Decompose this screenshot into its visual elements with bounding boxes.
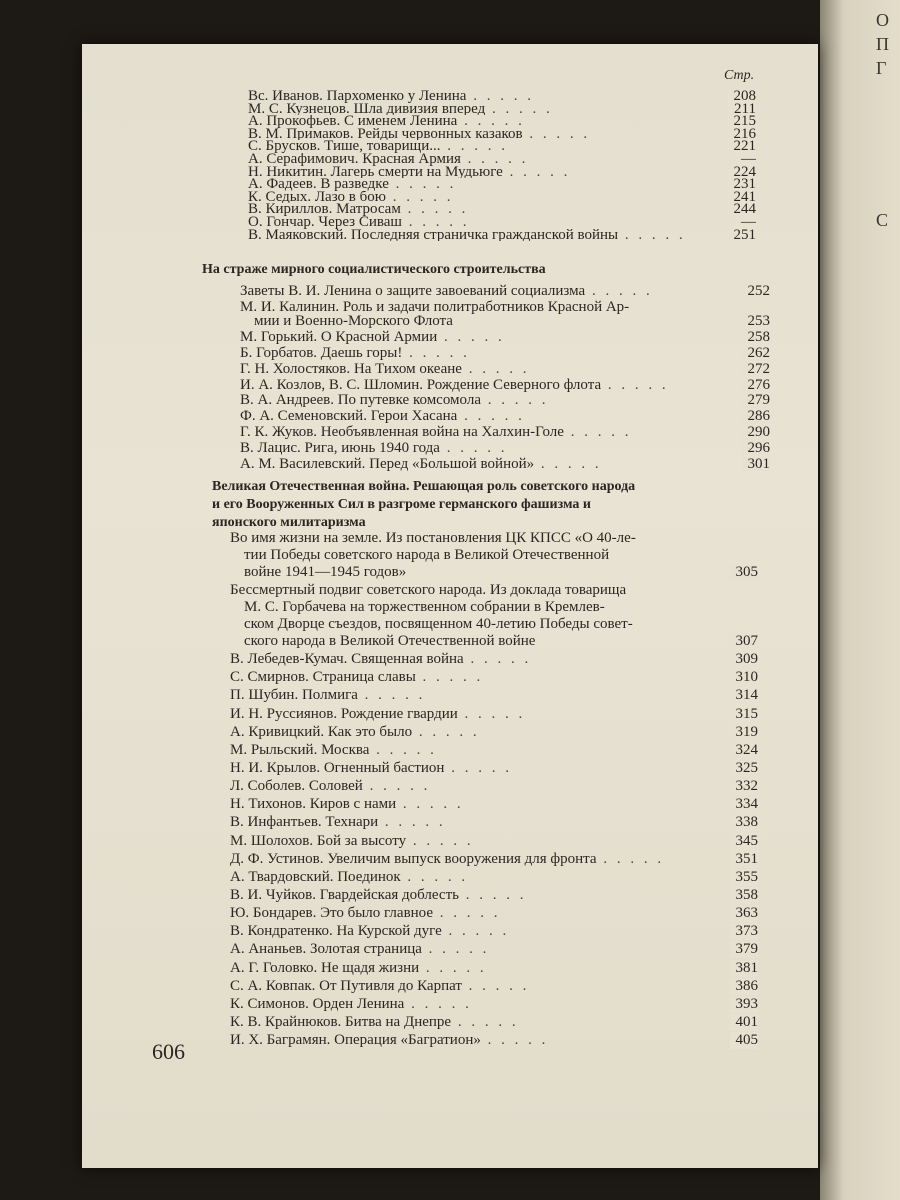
adjacent-page-text [876,8,900,230]
toc-entry [230,941,758,958]
toc-entry [230,1014,758,1031]
toc-entry [248,178,756,191]
toc-entry-title-line: М. С. Горбачева на торжественном собрании в Кремлев- [244,599,605,615]
leader-dots: . . . . . [406,832,474,849]
toc-entry [248,216,756,229]
toc-entry-page: 305 [730,564,759,581]
toc-entry-title-line: С. Брусков. Тише, товарищи... [248,140,441,153]
leader-dots: . . . . . [357,687,426,704]
toc-entry-page: 386 [730,978,759,995]
section-heading-line: Великая Отечественная война. Решающая роль советского народа [212,479,636,494]
toc-entry [230,724,758,741]
toc-entry-page: 272 [742,362,771,377]
toc-entry [230,582,758,650]
toc-entry-title-line: М. И. Калинин. Роль и задачи политработников Красной Ар- [240,298,630,315]
toc-entry-page: 216 [728,128,757,141]
toc-entry [230,814,758,831]
toc-entry-title-line: Бессмертный подвиг советского народа. Из доклада товарища [230,582,627,599]
leader-dots: . . . . . [441,923,510,940]
toc-entry-title-line: Н. Никитин. Лагерь смерти на Мудьюге [248,165,503,179]
leader-dots: . . . . . [385,190,454,204]
leader-dots: . . . . . [433,905,501,922]
toc-entry-title-line: В. А. Андреев. По путевке комсомола [240,393,481,408]
toc-entry [230,905,758,922]
toc-entry [248,153,756,166]
toc-entry-page: 208 [728,90,757,103]
leader-dots: . . . . . [457,115,525,128]
toc-entry-page: 253 [742,314,771,329]
leader-dots: . . . . . [601,377,669,393]
toc-entry-title-line: Д. Ф. Устинов. Увеличим выпуск вооружения для фронта [230,850,597,867]
toc-entry-title-line: Ф. А. Семеновский. Герои Хасана [240,409,458,424]
toc-entry-title-line: А. Серафимович. Красная Армия [248,153,461,166]
toc-entry-page: 334 [730,796,759,813]
adjacent-letter: Г [876,58,887,78]
leader-dots: . . . . . [461,977,530,994]
leader-dots: . . . . . [439,440,508,456]
toc-entry [230,996,758,1013]
toc-entry [240,284,770,299]
toc-entry-title-line: К. Седых. Лазо в бою [248,190,386,204]
adjacent-letter: С [876,210,889,230]
toc-entry-title-line: Л. Соболев. Соловей [230,778,363,795]
leader-dots: . . . . . [481,393,549,408]
toc-entry-page: 314 [730,687,759,704]
leader-dots: . . . . . [466,90,534,103]
toc-entry [248,203,756,216]
toc-entry-page: 310 [730,669,759,686]
section-heading [212,478,635,532]
leader-dots: . . . . . [402,346,470,361]
toc-entry [240,362,770,377]
toc-entry [240,393,770,408]
toc-entry-page: 405 [730,1032,759,1049]
pages-column-label: Стр. [724,68,755,83]
toc-entry-page: 393 [730,996,759,1013]
toc-entry-title-line: В. И. Чуйков. Гвардейская доблесть [230,887,459,903]
toc-entry-page: 258 [742,330,771,345]
toc-entry-title-line: И. А. Козлов, В. С. Шломин. Рождение Северного флота [240,377,602,393]
toc-entry-title-line: М. Горький. О Красной Армии [240,330,438,345]
leader-dots: . . . . . [457,705,526,722]
toc-entry-page: — [735,216,756,229]
page-number: 606 [152,1039,185,1064]
toc-entry-page: 338 [730,814,759,831]
leader-dots: . . . . . [388,178,457,191]
toc-entry [230,760,758,777]
toc-entry [240,346,770,361]
section-heading-line: японского милитаризма [212,515,366,530]
leader-dots: . . . . . [451,1014,519,1031]
toc-entry [230,669,758,686]
leader-dots: . . . . . [463,651,532,668]
toc-entry-title-line: С. А. Ковпак. От Путивля до Карпат [230,977,462,994]
toc-entry-page: 381 [730,960,759,977]
toc-entry-title-line: Б. Горбатов. Даешь горы! [240,346,403,361]
leader-dots: . . . . . [400,868,469,885]
toc-entry-title-line: Н. И. Крылов. Огненный бастион [230,759,445,776]
toc-entry-page: 345 [730,833,759,850]
toc-entry-title-line: М. Рыльский. Москва [230,741,370,758]
toc-entry-page: 296 [742,441,771,456]
contents-page [82,44,818,1168]
toc-entry-title-line: И. Н. Руссиянов. Рождение гвардии [230,705,458,722]
adjacent-letter: О [876,10,889,30]
toc-entry [248,140,756,153]
toc-entry [248,128,756,141]
toc-entry [240,425,770,440]
toc-entry-title-line: Г. Н. Холостяков. На Тихом океане [240,361,462,377]
toc-entry-page: 290 [742,425,771,440]
leader-dots: . . . . . [480,1032,549,1049]
leader-dots: . . . . . [502,165,571,179]
toc-entry-page: 231 [728,178,757,191]
toc-entry-title-line: В. М. Примаков. Рейды червонных казаков [248,127,523,141]
toc-entry-title-line: тии Победы советского народа в Великой Отечественной [244,546,610,563]
toc-entry-page: 355 [730,869,759,886]
toc-entry [240,330,770,345]
toc-entry-page: 307 [730,633,759,650]
toc-entry [230,851,758,868]
toc-entry [230,796,758,813]
toc-entry-page: 241 [728,191,757,204]
toc-entry [230,706,758,723]
toc-entry-page: 315 [730,706,759,723]
toc-entry-title-line: М. С. Кузнецов. Шла дивизия вперед [248,102,486,116]
toc-entry-title-line: Ю. Бондарев. Это было главное [230,905,434,922]
toc-entry-title-line: И. Х. Баграмян. Операция «Багратион» [230,1032,481,1049]
leader-dots: . . . . . [461,361,530,377]
leader-dots: . . . . . [563,425,632,440]
toc-entry [230,530,758,581]
section-heading [202,261,546,279]
toc-entry [230,687,758,704]
toc-entry-page: 252 [742,284,771,299]
toc-entry [240,441,770,456]
toc-entry-page: 379 [730,941,759,958]
toc-entry-page: 358 [730,887,759,904]
leader-dots: . . . . . [404,995,472,1012]
leader-dots: . . . . . [415,669,484,686]
toc-entry [230,960,758,977]
toc-entry-title-line: Н. Тихонов. Киров с нами [230,796,397,813]
toc-entry [230,923,758,940]
toc-entry-title-line: Г. К. Жуков. Необъявленная война на Халхин-Голе [240,425,564,440]
leader-dots: . . . . . [444,759,512,776]
toc-entry-page: 351 [730,851,759,868]
toc-entry-page: 401 [730,1014,759,1031]
toc-entry-page: 244 [728,203,757,216]
toc-entry-title-line: мии и Военно-Морского Флота [254,313,453,330]
toc-entry [230,742,758,759]
section-heading-line: и его Вооруженных Сил в разгроме германского фашизма и [212,497,591,512]
toc-entry-title-line: В. Лебедев-Кумач. Священная война [230,651,464,668]
toc-entry-title-line: В. Инфантьев. Технари [230,814,379,831]
leader-dots: . . . . . [460,153,529,166]
toc-entry-page: 363 [730,905,759,922]
toc-entry-title-line: В. Кириллов. Матросам [248,203,401,216]
toc-entry [240,300,770,329]
leader-dots: . . . . . [400,203,469,216]
leader-dots: . . . . . [458,887,527,903]
toc-entry-title-line: М. Шолохов. Бой за высоту [230,832,407,849]
toc-entry-title-line: С. Смирнов. Страница славы [230,669,416,686]
leader-dots: . . . . . [437,330,505,345]
adjacent-letter: П [876,34,889,54]
toc-entry-title-line: В. Маяковский. Последняя страничка гражданской войны [248,228,619,242]
toc-entry-title-line: О. Гончар. Через Сиваш [248,216,402,229]
leader-dots: . . . . . [534,456,602,472]
toc-entry [230,833,758,850]
toc-entry [248,115,756,128]
leader-dots: . . . . . [585,284,653,299]
toc-entry [230,978,758,995]
toc-entry [230,869,758,886]
toc-entry-title-line: Во имя жизни на земле. Из постановления ЦК КПСС «О 40-ле- [230,530,636,546]
toc-entry [240,378,770,393]
toc-entry-title-line: ского народа в Великой Отечественной войне [244,632,536,649]
leader-dots: . . . . . [440,140,508,153]
toc-entry [248,166,756,179]
toc-entry-page: 286 [742,409,771,424]
toc-entry-title-line: Заветы В. И. Ленина о защите завоеваний социализма [240,284,586,299]
toc-entry-title-line: К. В. Крайнюков. Битва на Днепре [230,1014,452,1031]
toc-entry-page: 215 [728,115,757,128]
toc-entry-page: 251 [728,229,757,242]
toc-entry [248,191,756,204]
toc-entry-page: — [735,153,756,166]
leader-dots: . . . . . [419,959,487,976]
toc-entry-title-line: К. Симонов. Орден Ленина [230,995,405,1012]
toc-entry-page: 373 [730,923,759,940]
toc-entry-page: 324 [730,742,759,759]
toc-entry-title-line: А. Ананьев. Золотая страница [230,941,422,958]
toc-entry-title-line: В. Кондратенко. На Курской дуге [230,923,442,940]
toc-entry-title-line: войне 1941—1945 годов» [244,563,407,580]
leader-dots: . . . . . [421,941,490,958]
toc-entry [230,778,758,795]
toc-entry [240,409,770,424]
toc-entry [248,229,756,242]
toc-entry-title-line: А. Кривицкий. Как это было [230,723,413,740]
toc-entry-page: 319 [730,724,759,741]
toc-entry-title-line: В. Лацис. Рига, июнь 1940 года [240,440,440,456]
toc-entry-title-line: А. Г. Головко. Не щадя жизни [230,959,420,976]
leader-dots: . . . . . [618,228,686,242]
toc-entry-title-line: Вс. Иванов. Пархоменко у Ленина [248,90,467,103]
leader-dots: . . . . . [457,409,525,424]
leader-dots: . . . . . [396,796,464,813]
toc-entry [240,457,770,472]
leader-dots: . . . . . [362,778,431,795]
toc-entry-page: 325 [730,760,759,777]
toc-entry-page: 211 [728,103,756,116]
toc-entry-title-line: А. Фадеев. В разведке [248,178,389,191]
toc-entry-title-line: П. Шубин. Полмига [230,687,358,704]
toc-entry-title-line: А. Твардовский. Поединок [230,868,401,885]
toc-entry [230,1032,758,1049]
leader-dots: . . . . . [596,850,665,867]
toc-entry-page: 224 [728,166,757,179]
toc-entry-page: 262 [742,346,771,361]
toc-entry-page: 332 [730,778,759,795]
leader-dots: . . . . . [401,216,470,229]
leader-dots: . . . . . [369,741,437,758]
toc-entry-page: 221 [728,140,757,153]
section-heading-line: На страже мирного социалистического строительства [202,262,546,277]
toc-entry [248,103,756,116]
leader-dots: . . . . . [485,102,553,116]
adjacent-page-edge [820,0,900,1200]
toc-entry-page: 309 [730,651,759,668]
toc-entry-page: 279 [742,393,771,408]
toc-entry [230,887,758,904]
toc-entry-page: 276 [742,378,771,393]
toc-entry-title-line: ском Дворце съездов, посвященном 40-летию Победы совет- [244,615,633,632]
toc-entry [230,651,758,668]
leader-dots: . . . . . [412,723,480,740]
leader-dots: . . . . . [378,814,446,831]
leader-dots: . . . . . [522,127,591,141]
toc-entry [248,90,756,103]
toc-entry-page: 301 [742,457,771,472]
toc-entry-title-line: А. М. Василевский. Перед «Большой войной» [240,456,535,472]
toc-entry-title-line: А. Прокофьев. С именем Ленина [248,115,458,128]
